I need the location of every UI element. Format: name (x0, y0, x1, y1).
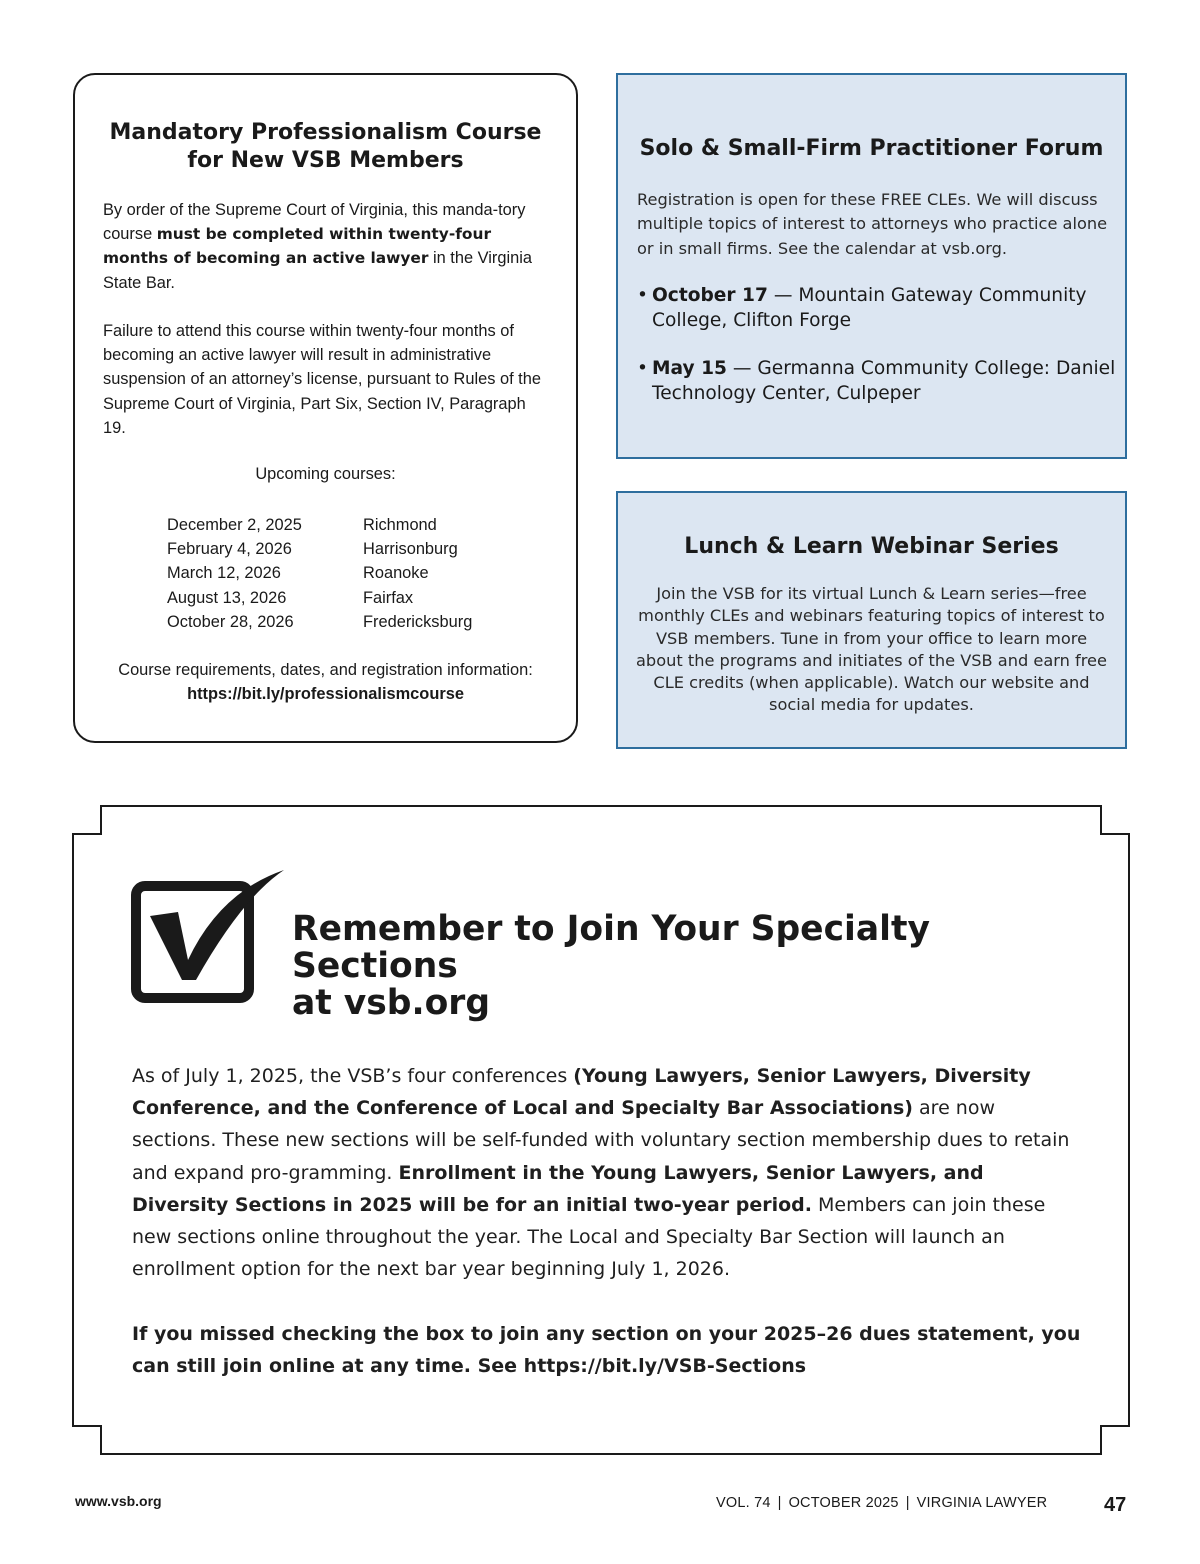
forum-intro: Registration is open for these FREE CLEs. We will discuss multiple topics of interest to attorneys who practice alone or in small firms. See the calendar at vsb.org. (637, 190, 1108, 258)
course-requirements (75, 658, 576, 706)
schedule-row (167, 586, 472, 610)
schedule-row (167, 610, 472, 634)
professionalism-course-link[interactable]: https://bit.ly/professionalismcourse (187, 685, 464, 704)
course-requirements-text: Course requirements, dates, and registration information: (118, 661, 533, 679)
sections-title-line1: Remember to Join Your Specialty Sections (292, 909, 930, 986)
sections-para-text: are now sections. These new sections will be self-funded with voluntary section membership dues to retain and expand pro-gramming. (132, 1097, 1070, 1184)
lunch-learn-text: Join the VSB for its virtual Lunch & Learn series—free monthly CLEs and webinars featuring topics of interest to VSB members. Tune in from your office to learn more about the programs and initiates of the VSB and earn free CLE credits (when applicable). Watch our website and social media for updates. (636, 584, 1107, 715)
schedule-location: Richmond (363, 516, 437, 534)
sections-join-notice: If you missed checking the box to join any section on your 2025–26 dues statement, you can still join online at any time. See https://bit.ly/VSB-Sections (132, 1323, 1081, 1378)
bullet-icon: • (637, 358, 648, 379)
schedule-date: August 13, 2026 (167, 588, 287, 607)
footer-separator: | (905, 1495, 910, 1511)
lunch-learn-box (616, 491, 1127, 749)
upcoming-courses-label: Upcoming courses: (255, 465, 396, 483)
forum-event-detail: — Germanna Community College: Daniel Technology Center, Culpeper (652, 358, 1116, 404)
course-box-title (75, 119, 576, 175)
forum-event (637, 356, 1122, 406)
bullet-icon: • (637, 285, 648, 306)
schedule-row (167, 537, 472, 561)
forum-event-date: October 17 (652, 285, 768, 306)
sections-title-line2: at vsb.org (292, 983, 491, 1023)
forum-event-date: May 15 (652, 358, 727, 379)
forum-title: Solo & Small-Firm Practitioner Forum (639, 136, 1104, 161)
schedule-location: Harrisonburg (363, 540, 458, 559)
course-requirement-paragraph (103, 198, 553, 295)
schedule-date: March 12, 2026 (167, 564, 281, 583)
forum-event (637, 283, 1122, 333)
schedule-location: Fairfax (363, 588, 414, 607)
lunch-learn-title: Lunch & Learn Webinar Series (684, 534, 1059, 559)
professionalism-course-box (73, 73, 578, 743)
course-para1-bold: must be completed within twenty-four months of becoming an active lawyer (103, 225, 492, 268)
schedule-row (167, 561, 472, 585)
footer-publication-info (716, 1495, 1047, 1511)
sections-para-text: As of July 1, 2025, the VSB’s four conferences (132, 1065, 574, 1087)
sections-title (292, 911, 1092, 1022)
footer-website[interactable]: www.vsb.org (75, 1493, 162, 1509)
footer-issue: OCTOBER 2025 (788, 1495, 899, 1511)
schedule-location: Fredericksburg (363, 612, 473, 631)
sections-paragraph (132, 1060, 1082, 1285)
course-para1-text: By order of the Supreme Court of Virginia, this manda-tory course (103, 201, 526, 244)
practitioner-forum-box (616, 73, 1127, 459)
schedule-date: October 28, 2026 (167, 612, 294, 631)
footer-separator: | (777, 1495, 782, 1511)
forum-event-detail: — Mountain Gateway Community College, Clifton Forge (652, 285, 1087, 331)
schedule-date: December 2, 2025 (167, 516, 302, 534)
schedule-location: Roanoke (363, 564, 429, 583)
page-number: 47 (1104, 1494, 1127, 1516)
course-suspension-paragraph: Failure to attend this course within twenty-four months of becoming an active lawyer will result in administrative suspension of an attorney’s license, pursuant to Rules of the Supreme Court of Virginia, Part Six, Section IV, Paragraph 19. (103, 322, 541, 437)
footer-publication: VIRGINIA LAWYER (916, 1495, 1048, 1511)
sections-para-bold: Enrollment in the Young Lawyers, Senior Lawyers, and Diversity Sections in 2025 will be for an initial two-year period. (132, 1161, 984, 1216)
checkbox-check-icon (130, 868, 286, 1004)
course-title-line2: for New VSB Members (187, 148, 464, 173)
sections-para-text: Members can join these new sections online throughout the year. The Local and Specialty Bar Section will launch an enrollment option for the next bar year beginning July 1, 2026. (132, 1193, 1046, 1281)
course-schedule (167, 513, 472, 634)
schedule-date: February 4, 2026 (167, 540, 292, 559)
course-para1-end: in the Virginia State Bar. (103, 249, 533, 292)
footer-volume: VOL. 74 (716, 1495, 771, 1511)
sections-para-bold: (Young Lawyers, Senior Lawyers, Diversity Conference, and the Conference of Local and Specialty Bar Associations) (132, 1065, 1031, 1120)
course-title-line1: Mandatory Professionalism Course (109, 120, 542, 145)
schedule-row (167, 513, 472, 537)
